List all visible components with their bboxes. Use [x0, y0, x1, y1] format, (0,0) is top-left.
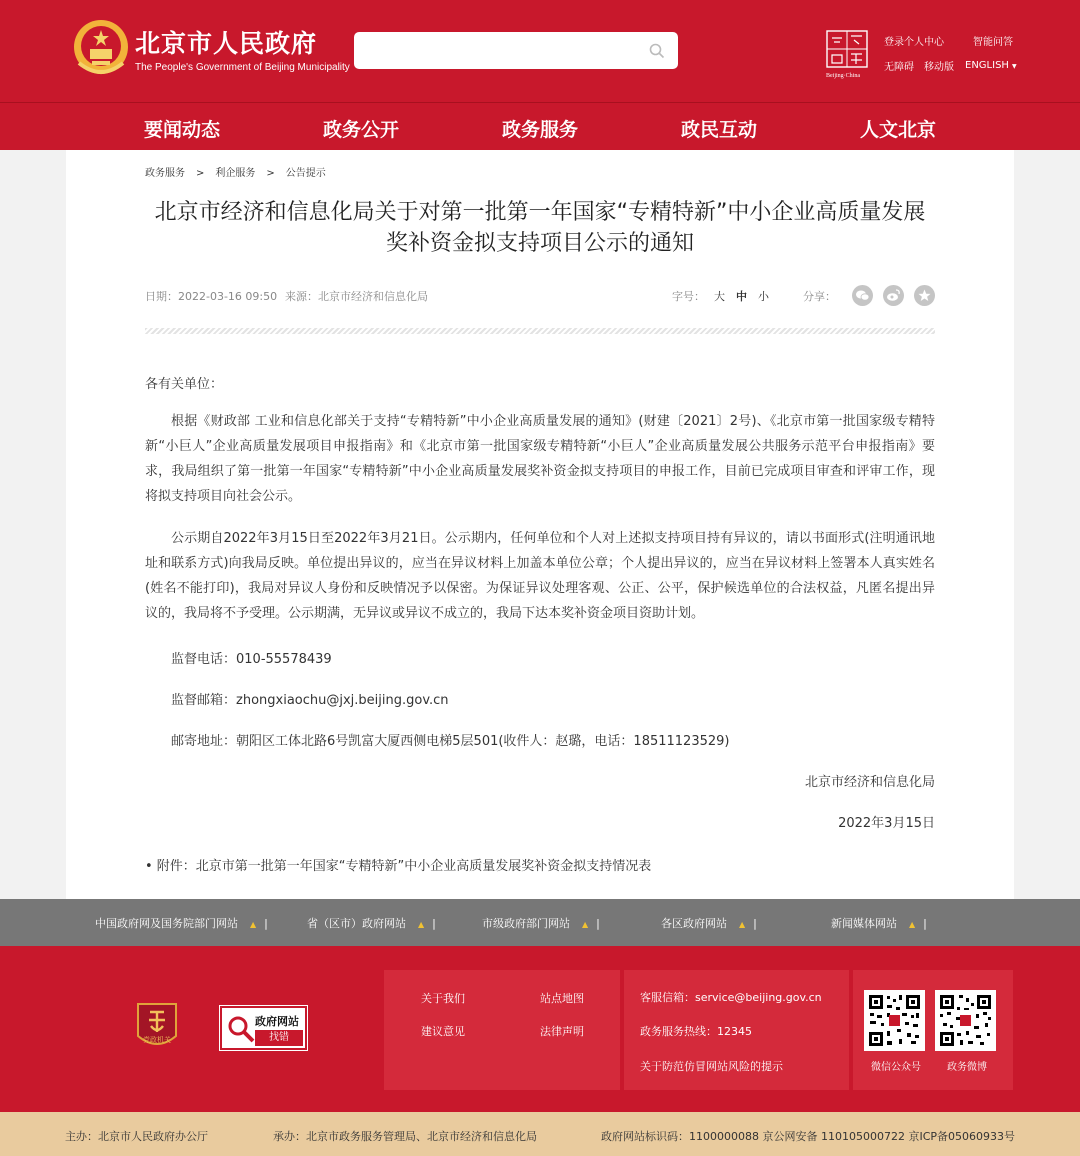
breadcrumb-item-notices[interactable]: 公告提示 [285, 168, 326, 179]
font-size-medium-button[interactable]: 中 [736, 290, 747, 303]
separator: | [264, 917, 268, 930]
error-badge-bottom: 找错 [255, 1030, 303, 1046]
separator: | [596, 917, 600, 930]
divider [145, 328, 935, 334]
sitemap-link[interactable]: 站点地图 [540, 992, 584, 1005]
caret-down-icon: ▼ [1011, 63, 1017, 70]
nav-item-humanities[interactable]: 人文北京 [860, 119, 937, 141]
footer-link-label: 新闻媒体网站 [831, 917, 897, 930]
supervision-email: 监督邮箱：zhongxiaochu@jxj.beijing.gov.cn [171, 693, 449, 708]
attachment-link[interactable]: • 附件：北京市第一批第一年国家“专精特新”中小企业高质量发展奖补资金拟支持情况表 [145, 859, 652, 874]
mailing-address: 邮寄地址：朝阳区工体北路6号凯富大厦西侧电梯5层501(收件人：赵璐，电话：18511123529) [171, 734, 730, 749]
footer-link-label: 各区政府网站 [661, 917, 727, 930]
breadcrumb-item-gov-services[interactable]: 政务服务 [145, 168, 185, 179]
footer-link-district-gov[interactable] [661, 915, 757, 931]
paragraph-1: 根据《财政部 工业和信息化部关于支持“专精特新”中小企业高质量发展的通知》(财建〔2021〕2号)、《北京市第一批国家级专精特新“小巨人”企业高质量发展项目申报指南》和《北京市第一批国家级专精特新“小巨人”企业高质量发展公共服务示范平台申报指南》要求，我局组织了第一批第一年国家“专精特新”中小企业高质量发展奖补资金拟支持项目的申报工作，目前已完成项目审查和评审工作，现将拟支持项目向社会公示。 [145, 414, 935, 504]
about-us-link[interactable]: 关于我们 [421, 992, 465, 1005]
national-emblem-icon[interactable] [73, 19, 129, 77]
font-size-label: 字号： [672, 290, 705, 303]
breadcrumb [145, 164, 326, 179]
nav-item-gov-services[interactable]: 政务服务 [502, 119, 579, 141]
english-link[interactable] [965, 60, 1017, 71]
weibo-qr-caption: 政务微博 [947, 1062, 987, 1073]
nav-item-interaction[interactable]: 政民互动 [681, 119, 758, 141]
wechat-qr-caption: 微信公众号 [871, 1062, 921, 1073]
error-badge-top: 政府网站 [255, 1015, 299, 1028]
caret-up-icon: ▲ [739, 920, 746, 929]
party-badge-label: 党政机关 [143, 1036, 171, 1044]
caret-up-icon: ▲ [418, 920, 425, 929]
page-title: 北京市经济和信息化局关于对第一批第一年国家“专精特新”中小企业高质量发展奖补资金拟支持项目公示的通知 [154, 200, 926, 256]
nav-item-news[interactable]: 要闻动态 [144, 119, 221, 141]
suggestions-link[interactable]: 建议意见 [421, 1025, 465, 1038]
site-subtitle: The People's Government of Beijing Municipality [135, 62, 350, 73]
caret-up-icon: ▲ [909, 920, 916, 929]
legal-link[interactable]: 法律声明 [540, 1025, 584, 1038]
qr-code-icon [938, 993, 993, 1048]
footer-link-label: 市级政府部门网站 [482, 917, 570, 930]
share-label: 分享： [803, 290, 836, 303]
login-link[interactable]: 登录个人中心 [884, 37, 944, 48]
wechat-qr-code [864, 990, 925, 1051]
smart-qa-link[interactable]: 智能问答 [973, 37, 1013, 48]
accessibility-link[interactable]: 无障碍 [884, 62, 914, 73]
breadcrumb-item-enterprise[interactable]: 利企服务 [215, 168, 256, 179]
search-icon[interactable] [648, 42, 666, 60]
search-input[interactable] [354, 32, 678, 69]
weibo-qr-code [935, 990, 996, 1051]
host-info: 主办：北京市人民政府办公厅 [65, 1130, 208, 1143]
footer-link-central-gov[interactable] [95, 915, 268, 931]
font-size-small-button[interactable]: 小 [758, 290, 769, 303]
service-hotline: 政务服务热线：12345 [640, 1025, 752, 1038]
separator: | [923, 917, 927, 930]
magnifier-icon [226, 1014, 256, 1044]
article-date: 日期：2022-03-16 09:50 [145, 290, 278, 303]
qr-code-icon [867, 993, 922, 1048]
contact-email[interactable]: 客服信箱：service@beijing.gov.cn [640, 991, 822, 1004]
weibo-share-icon[interactable] [883, 285, 904, 306]
caret-up-icon: ▲ [582, 920, 589, 929]
separator: | [753, 917, 757, 930]
footer-link-label: 省（区市）政府网站 [307, 917, 406, 930]
english-label: ENGLISH [965, 60, 1009, 71]
article-source: 来源：北京市经济和信息化局 [285, 290, 428, 303]
nav-item-gov-affairs-public[interactable]: 政务公开 [323, 119, 400, 141]
greeting: 各有关单位： [145, 377, 224, 392]
caret-up-icon: ▲ [250, 920, 257, 929]
footer-link-provincial-gov[interactable] [307, 915, 436, 931]
footer-link-label: 中国政府网及国务院部门网站 [95, 917, 238, 930]
wechat-share-icon[interactable] [852, 285, 873, 306]
breadcrumb-separator: > [266, 168, 275, 179]
supervision-phone: 监督电话：010-55578439 [171, 652, 332, 667]
footer-link-municipal-depts[interactable] [482, 915, 600, 931]
site-title[interactable]: 北京市人民政府 [135, 29, 318, 58]
breadcrumb-separator: > [196, 168, 205, 179]
favorite-share-icon[interactable] [914, 285, 935, 306]
organizer-info: 承办：北京市政务服务管理局、北京市经济和信息化局 [273, 1130, 537, 1143]
beijing-brand-logo [826, 30, 868, 79]
risk-notice-link[interactable]: 关于防范仿冒网站风险的提示 [640, 1060, 783, 1073]
footer-link-news-media[interactable] [831, 915, 927, 931]
beijing-seal-icon [826, 30, 868, 68]
registration-info: 政府网站标识码：1100000088 京公网安备 110105000722 京ICP备05060933号 [601, 1130, 1016, 1143]
separator: | [432, 917, 436, 930]
footer-links-box [384, 970, 620, 1090]
site-error-report-badge[interactable] [220, 1006, 307, 1050]
font-size-large-button[interactable]: 大 [714, 290, 725, 303]
party-gov-badge[interactable] [136, 1002, 178, 1052]
signature: 北京市经济和信息化局 [804, 775, 935, 790]
sign-date: 2022年3月15日 [838, 816, 935, 831]
mobile-link[interactable]: 移动版 [924, 62, 954, 73]
paragraph-2: 公示期自2022年3月15日至2022年3月21日。公示期内，任何单位和个人对上述拟支持项目持有异议的，请以书面形式(注明通讯地址和联系方式)向我局反映。单位提出异议的，应当在异议材料上加盖本单位公章；个人提出异议的，应当在异议材料上签署本人真实姓名(姓名不能打印)，我局对异议人身份和反映情况予以保密。为保证异议处理客观、公正、公平，保护候选单位的合法权益，凡匿名提出异议的，我局将不予受理。公示期满，无异议或异议不成立的，我局下达本奖补资金项目资助计划。 [145, 531, 935, 621]
brand-logo-caption: Beijing·China [826, 73, 860, 79]
